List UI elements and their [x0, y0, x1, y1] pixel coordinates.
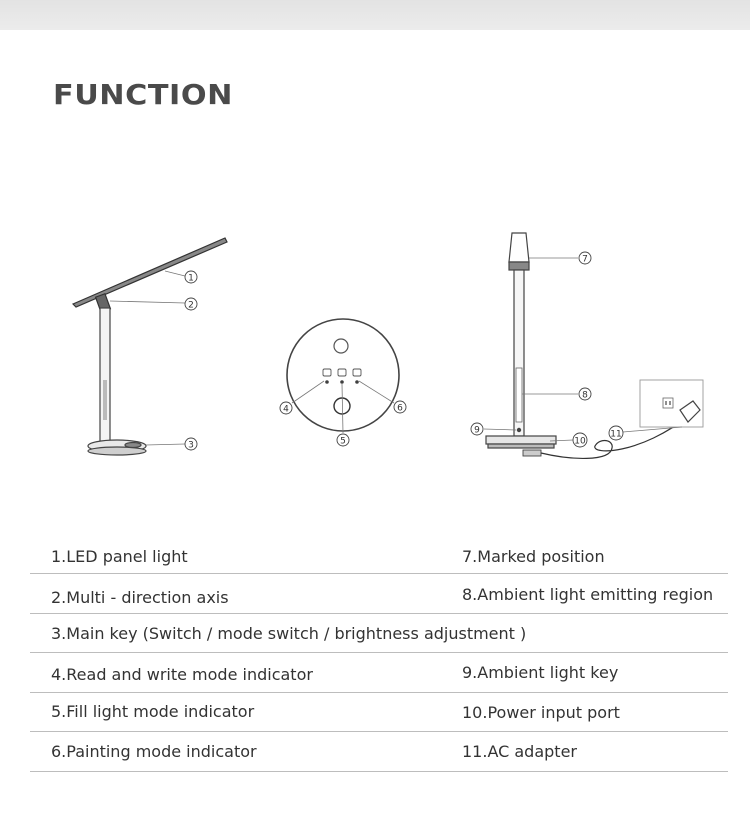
legend-row — [30, 653, 728, 693]
callout-2 — [185, 298, 197, 311]
legend-item-10: 10.Power input port — [462, 703, 620, 722]
legend-item-1: 1.LED panel light — [51, 547, 188, 566]
legend-row — [30, 693, 728, 732]
callout-3 — [185, 438, 197, 451]
callout-10 — [573, 433, 587, 447]
callout-4 — [280, 402, 292, 415]
legend-item-3: 3.Main key (Switch / mode switch / brightness adjustment ) — [51, 624, 527, 643]
base-top-view — [287, 319, 399, 433]
legend-row — [30, 574, 728, 614]
legend-row — [30, 614, 728, 653]
svg-text:10: 10 — [574, 436, 586, 447]
legend-item-4: 4.Read and write mode indicator — [51, 665, 313, 684]
svg-text:8: 8 — [582, 390, 588, 401]
svg-text:11: 11 — [610, 429, 622, 440]
svg-text:2: 2 — [188, 300, 194, 311]
svg-text:3: 3 — [188, 440, 194, 451]
svg-text:1: 1 — [188, 273, 194, 284]
svg-text:4: 4 — [283, 404, 289, 415]
legend-item-8: 8.Ambient light emitting region — [462, 585, 714, 604]
callout-1 — [185, 271, 197, 284]
legend-item-9: 9.Ambient light key — [462, 663, 619, 682]
callout-11 — [609, 426, 623, 440]
page-title: FUNCTION — [53, 78, 233, 111]
lamp-front-view — [484, 233, 703, 458]
legend-item-6: 6.Painting mode indicator — [51, 742, 257, 761]
svg-text:9: 9 — [474, 425, 480, 436]
callout-7 — [579, 252, 591, 265]
legend-table — [30, 537, 728, 772]
legend-item-11: 11.AC adapter — [462, 742, 577, 761]
legend-row — [30, 732, 728, 772]
legend-item-7: 7.Marked position — [462, 547, 605, 566]
legend-row — [30, 537, 728, 574]
callout-5 — [337, 434, 349, 447]
lamp-side-view — [73, 238, 227, 455]
pole-shape — [100, 308, 110, 444]
callout-8 — [579, 388, 591, 401]
legend-item-5: 5.Fill light mode indicator — [51, 702, 255, 721]
callout-6 — [394, 401, 406, 414]
legend-item-2: 2.Multi - direction axis — [51, 588, 229, 607]
svg-text:7: 7 — [582, 254, 588, 265]
svg-text:5: 5 — [340, 436, 346, 447]
callout-9 — [471, 423, 483, 436]
svg-text:6: 6 — [397, 403, 403, 414]
